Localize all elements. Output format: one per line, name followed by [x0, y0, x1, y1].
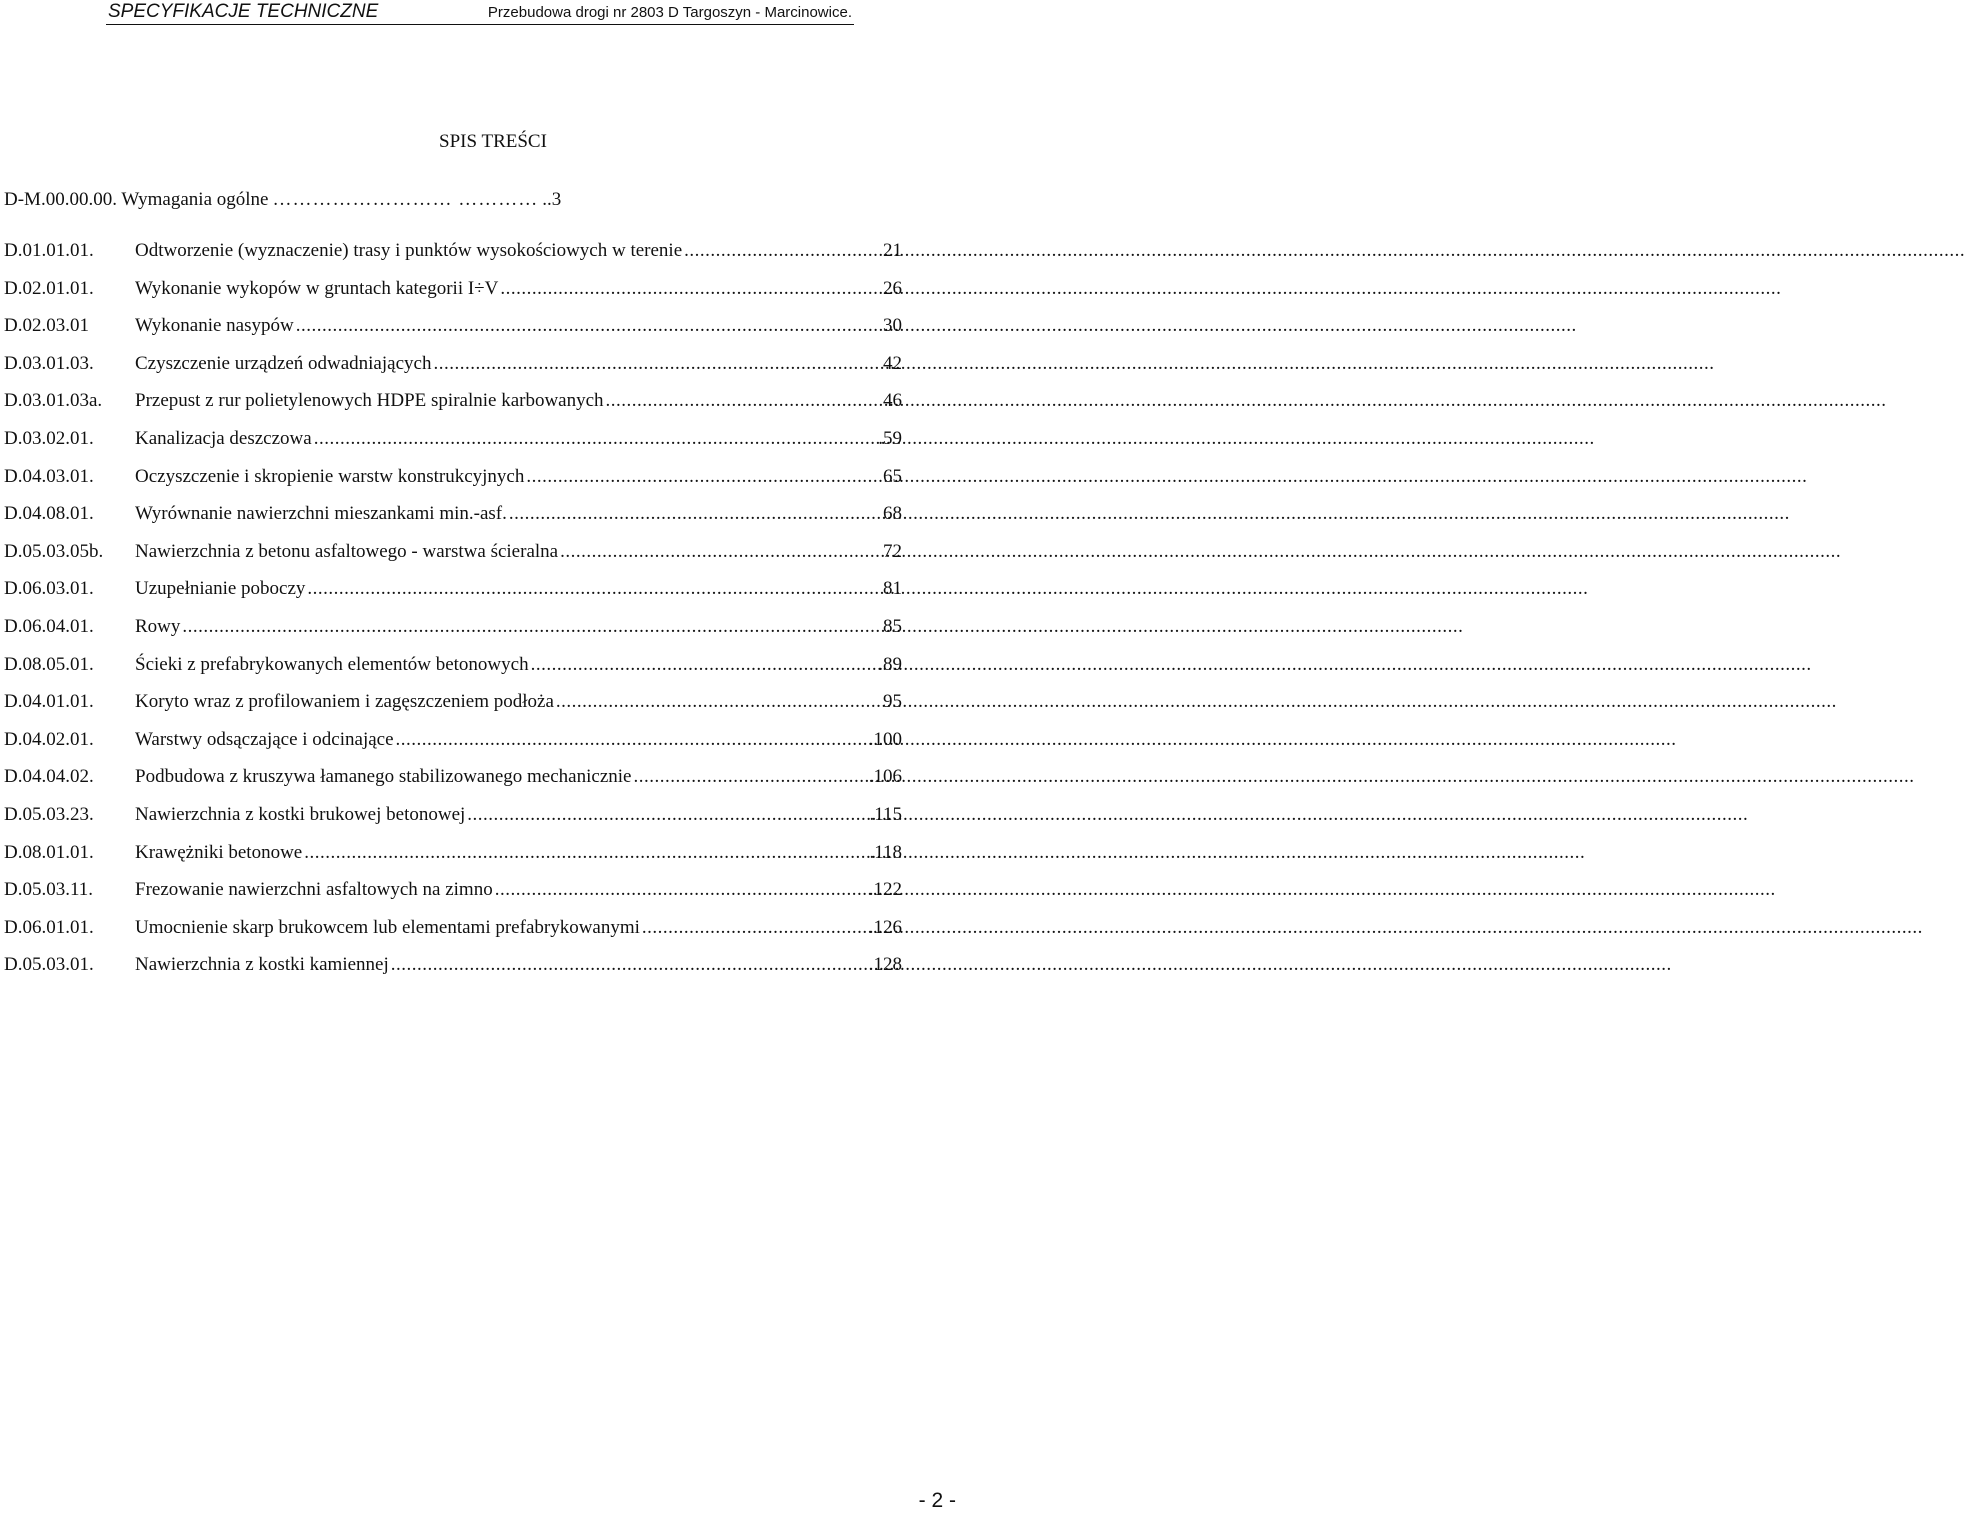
toc-entry-title: Krawężniki betonowe — [135, 841, 303, 863]
toc-entry-code: D.01.01.01. — [4, 240, 94, 261]
toc-entry-code: D.06.03.01. — [4, 578, 94, 600]
toc-entry-leader — [509, 500, 881, 528]
toc-entry-title: Wykonanie nasypów — [135, 315, 294, 337]
toc-entry-code: D.08.01.01. — [4, 841, 94, 863]
toc-entry-leader — [531, 651, 877, 679]
toc-entry[interactable] — [4, 500, 902, 538]
toc-entry[interactable] — [4, 763, 902, 801]
toc-entry-leader — [606, 387, 881, 415]
toc-entry[interactable] — [4, 312, 902, 350]
toc-entry-leader — [304, 839, 867, 867]
toc-entry[interactable] — [4, 876, 902, 914]
toc-entry-page: .59 — [878, 427, 902, 449]
toc-entry[interactable] — [4, 951, 902, 989]
footer-page-number: - 2 - — [918, 1489, 956, 1512]
toc-general-entry[interactable] — [4, 186, 902, 214]
toc-entry-page: 42 — [883, 352, 902, 374]
toc-entry-code: D.03.01.03. — [4, 352, 94, 374]
toc-entry-leader — [296, 312, 881, 340]
toc-entry-page: .118 — [869, 841, 902, 863]
toc-entry-page: 21 — [883, 240, 902, 261]
toc-entry-leader — [684, 237, 881, 265]
toc-entry-code: D.05.03.23. — [4, 803, 94, 825]
toc-entry[interactable] — [4, 726, 902, 764]
toc-entry-title: Czyszczenie urządzeń odwadniających — [135, 352, 432, 374]
toc-entry-page: 30 — [883, 315, 902, 337]
toc-entry-code: D.04.04.02. — [4, 766, 94, 788]
toc-entry-title: Wykonanie wykopów w gruntach kategorii I÷V — [135, 277, 499, 299]
toc-entry-title: Podbudowa z kruszywa łamanego stabilizowanego mechanicznie — [135, 766, 632, 788]
toc-entry[interactable] — [4, 914, 902, 952]
page-header — [0, 0, 960, 26]
toc-entry-leader — [391, 951, 867, 979]
toc-entry-title: Odtworzenie (wyznaczenie) trasy i punktów wysokościowych w terenie — [135, 240, 683, 261]
toc-entry-code: D.06.04.01. — [4, 615, 94, 637]
toc-entry[interactable] — [4, 350, 902, 388]
toc-entry-leader — [307, 575, 881, 603]
toc-list — [4, 237, 902, 989]
header-project-title: Przebudowa drogi nr 2803 D Targoszyn - Marcinowice. — [487, 4, 852, 21]
toc-entry[interactable] — [4, 839, 902, 877]
toc-general-page: ..3 — [542, 189, 562, 210]
toc-entry-leader — [314, 425, 877, 453]
toc-entry-code: D.05.03.11. — [4, 879, 94, 901]
toc-entry-code: D.08.05.01. — [4, 653, 94, 675]
toc-entry-page: .89 — [878, 653, 902, 675]
toc-entry-code: D.06.01.01. — [4, 916, 94, 938]
toc-entry-title: Kanalizacja deszczowa — [135, 427, 312, 449]
toc-entry-page: 81 — [883, 578, 902, 600]
toc-entry-leader — [467, 801, 867, 829]
toc-entry[interactable] — [4, 237, 902, 275]
toc-general-text: D-M.00.00.00. Wymagania ogólne — [4, 189, 269, 210]
toc-entry-leader — [526, 463, 881, 491]
toc-entry-leader — [642, 914, 867, 942]
toc-entry-page: 68 — [883, 503, 902, 525]
toc-entry-page: .126 — [868, 916, 902, 938]
toc-entry-title: Uzupełnianie poboczy — [135, 578, 306, 600]
toc-entry-title: Frezowanie nawierzchni asfaltowych na zimno — [135, 879, 493, 901]
toc-entry[interactable] — [4, 425, 902, 463]
toc-entry-page: 46 — [883, 390, 902, 412]
toc-entry[interactable] — [4, 275, 902, 313]
toc-entry-title: Przepust z rur polietylenowych HDPE spiralnie karbowanych — [135, 390, 604, 412]
toc-entry-page: 65 — [883, 465, 902, 487]
toc-entry[interactable] — [4, 387, 902, 425]
toc-entry-page: .106 — [868, 766, 902, 788]
toc-entry-leader — [396, 726, 867, 754]
toc-entry[interactable] — [4, 613, 902, 651]
toc-entry-title: Wyrównanie nawierzchni mieszankami min.-asf. — [135, 503, 507, 525]
toc-entry-title: Umocnienie skarp brukowcem lub elementami prefabrykowanymi — [135, 916, 640, 938]
toc-entry-code: D.05.03.05b. — [4, 540, 104, 562]
header-rule — [106, 24, 854, 25]
toc-entry-code: D.05.03.01. — [4, 954, 94, 976]
toc-entry-page: .122 — [868, 879, 902, 901]
toc-entry-leader — [560, 538, 881, 566]
toc-title: SPIS TREŚCI — [439, 131, 547, 152]
toc-entry-page: .115 — [869, 803, 902, 825]
toc-entry-code: D.02.03.01 — [4, 315, 89, 337]
toc-entry-code: D.04.01.01. — [4, 691, 94, 713]
toc-entry-page: .128 — [868, 954, 902, 976]
toc-entry-title: Oczyszczenie i skropienie warstw konstrukcyjnych — [135, 465, 525, 487]
toc-general-leader: ……………………… ………… — [272, 189, 539, 210]
toc-entry-code: D.02.01.01. — [4, 277, 94, 299]
toc-entry-leader — [433, 350, 881, 378]
toc-entry-code: D.03.01.03a. — [4, 390, 103, 412]
toc-entry-leader — [556, 688, 881, 716]
toc-entry-leader — [495, 876, 867, 904]
toc-entry-title: Nawierzchnia z kostki brukowej betonowej — [135, 803, 466, 825]
toc-entry-leader — [500, 275, 881, 303]
toc-entry[interactable] — [4, 688, 902, 726]
header-document-title: SPECYFIKACJE TECHNICZNE — [108, 1, 379, 22]
toc-entry[interactable] — [4, 651, 902, 689]
toc-entry-code: D.04.08.01. — [4, 503, 94, 525]
toc-entry-code: D.04.02.01. — [4, 728, 94, 750]
toc-entry-page: 72 — [883, 540, 902, 562]
toc-entry-title: Koryto wraz z profilowaniem i zagęszczeniem podłoża — [135, 691, 554, 713]
toc-entry-page: 95 — [883, 691, 902, 713]
toc-entry-title: Nawierzchnia z kostki kamiennej — [135, 954, 389, 976]
toc-entry[interactable] — [4, 538, 902, 576]
toc-entry-page: 26 — [883, 277, 902, 299]
toc-entry-title: Rowy — [135, 615, 181, 637]
toc-entry[interactable] — [4, 575, 902, 613]
toc-entry-leader — [182, 613, 881, 641]
toc-entry-code: D.04.03.01. — [4, 465, 94, 487]
toc-entry-leader — [633, 763, 866, 791]
toc-entry-title: Warstwy odsączające i odcinające — [135, 728, 394, 750]
toc-entry-page: .100 — [868, 728, 902, 750]
toc-entry-code: D.03.02.01. — [4, 427, 94, 449]
toc-entry-page: 85 — [883, 615, 902, 637]
toc-entry[interactable] — [4, 463, 902, 501]
toc-entry-title: Ścieki z prefabrykowanych elementów betonowych — [135, 653, 529, 675]
toc-entry[interactable] — [4, 801, 902, 839]
toc-entry-title: Nawierzchnia z betonu asfaltowego - warstwa ścieralna — [135, 540, 559, 562]
